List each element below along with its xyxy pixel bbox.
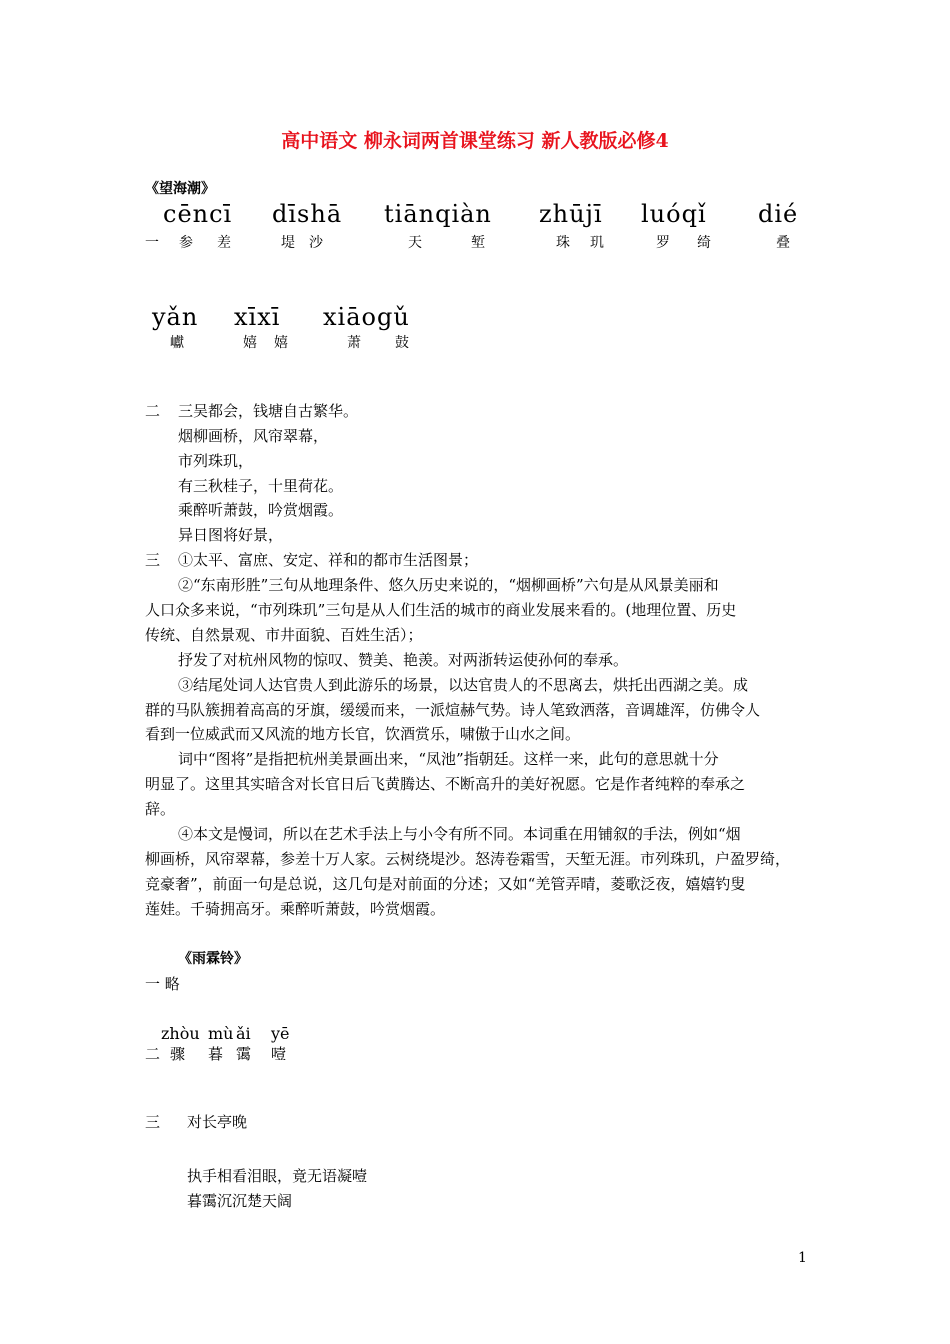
hanzi: 天 xyxy=(408,235,422,251)
hanzi: 暮 xyxy=(208,1045,224,1063)
pinyin: mù xyxy=(208,1024,234,1043)
section-marker: 三 xyxy=(145,551,161,569)
poem-line: 执手相看泪眼，竟无语凝噎 xyxy=(187,1167,368,1185)
hanzi: 叠 xyxy=(776,235,790,251)
poem-line: 乘醉听萧鼓，吟赏烟霞。 xyxy=(178,501,344,519)
hanzi: 噎 xyxy=(271,1045,287,1063)
pinyin: dīshā xyxy=(272,200,343,228)
hanzi: 差 xyxy=(217,235,231,251)
answer-line: 传统、自然景观、市井面貌、百姓生活）； xyxy=(145,626,423,644)
answer-line: 看到一位威武而又风流的地方长官，饮酒赏乐，啸傲于山水之间。 xyxy=(145,725,581,743)
answer-line: 柳画桥，风帘翠幕，参差十万人家。云树绕堤沙。怒涛卷霜雪，天堑无涯。市列珠玑，户盈罗绮， xyxy=(145,850,791,868)
poem-line: 烟柳画桥，风帘翠幕， xyxy=(178,427,329,445)
hanzi: 鼓 xyxy=(395,335,409,351)
answer-line: ③结尾处词人达官贵人到此游乐的场景，以达官贵人的不思离去，烘托出西湖之美。成 xyxy=(178,676,749,694)
poem-line: 市列珠玑， xyxy=(178,452,254,470)
section-marker: 三 xyxy=(145,1113,161,1131)
hanzi: 沙 xyxy=(309,235,323,251)
answer-line: 人口众多来说，“市列珠玑”三句是从人们生活的城市的商业发展来看的。(地理位置、历史 xyxy=(145,601,737,619)
hanzi: 珠 xyxy=(556,235,570,251)
answer-line: 明显了。这里其实暗含对长官日后飞黄腾达、不断高升的美好祝愿。它是作者纯粹的奉承之 xyxy=(145,775,746,793)
answer-line: ④本文是慢词，所以在艺术手法上与小令有所不同。本词重在用铺叙的手法，例如“烟 xyxy=(178,825,741,843)
section-marker: 二 xyxy=(145,1045,161,1063)
hanzi: 骤 xyxy=(170,1045,186,1063)
pinyin: tiānqiàn xyxy=(384,200,492,228)
pinyin: xīxī xyxy=(234,303,281,331)
hanzi: 巘 xyxy=(170,335,184,351)
hanzi: 霭 xyxy=(236,1045,252,1063)
answer-line: 莲娃。千骑拥高牙。乘醉听萧鼓，吟赏烟霞。 xyxy=(145,900,446,918)
hanzi: 参 xyxy=(179,235,193,251)
section-marker: 一 xyxy=(145,235,159,251)
poem2-heading: 《雨霖铃》 xyxy=(178,951,248,967)
pinyin: xiāogǔ xyxy=(323,303,410,331)
section-marker: 二 xyxy=(145,402,161,420)
hanzi: 玑 xyxy=(590,235,604,251)
poem-line: 对长亭晚 xyxy=(187,1113,248,1131)
answer-line: 群的马队簇拥着高高的牙旗，缓缓而来，一派煊赫气势。诗人笔致洒落，音调雄浑，仿佛令人 xyxy=(145,701,761,719)
pinyin: yē xyxy=(271,1024,290,1043)
pinyin: zhòu xyxy=(161,1024,200,1043)
hanzi: 堑 xyxy=(471,235,485,251)
poem-line: 有三秋桂子，十里荷花。 xyxy=(178,477,344,495)
hanzi: 罗 xyxy=(656,235,670,251)
page-title: 高中语文 柳永词两首课堂练习 新人教版必修4 xyxy=(281,130,669,152)
answer-line: 抒发了对杭州风物的惊叹、赞美、艳羡。对两浙转运使孙何的奉承。 xyxy=(178,651,629,669)
answer-line: ①太平、富庶、安定、祥和的都市生活图景； xyxy=(178,551,479,569)
hanzi: 嬉 xyxy=(274,335,288,351)
page-number: 1 xyxy=(798,1250,807,1266)
pinyin: luóqǐ xyxy=(641,200,707,228)
pinyin: yǎn xyxy=(152,303,199,331)
poem2-section1: 一 略 xyxy=(145,975,180,993)
hanzi: 嬉 xyxy=(243,335,257,351)
pinyin: cēncī xyxy=(163,200,233,228)
answer-line: 词中“图将”是指把杭州美景画出来，“凤池”指朝廷。这样一来，此句的意思就十分 xyxy=(178,750,719,768)
answer-line: 辞。 xyxy=(145,800,176,818)
pinyin: dié xyxy=(758,200,799,228)
poem-line: 三吴都会，钱塘自古繁华。 xyxy=(178,402,359,420)
answer-line: 竞豪奢”，前面一句是总说，这几句是对前面的分述；又如“羌管弄晴，菱歌泛夜，嬉嬉钓叟 xyxy=(145,875,746,893)
poem-line: 异日图将好景， xyxy=(178,526,284,544)
pinyin: ǎi xyxy=(236,1024,251,1043)
pinyin: zhūjī xyxy=(539,200,603,228)
hanzi: 绮 xyxy=(697,235,711,251)
poem1-heading: 《望海潮》 xyxy=(145,181,215,197)
answer-line: ②“东南形胜”三句从地理条件、悠久历史来说的，“烟柳画桥”六句是从风景美丽和 xyxy=(178,576,719,594)
hanzi: 堤 xyxy=(281,235,295,251)
hanzi: 萧 xyxy=(347,335,361,351)
poem-line: 暮霭沉沉楚天阔 xyxy=(187,1192,293,1210)
